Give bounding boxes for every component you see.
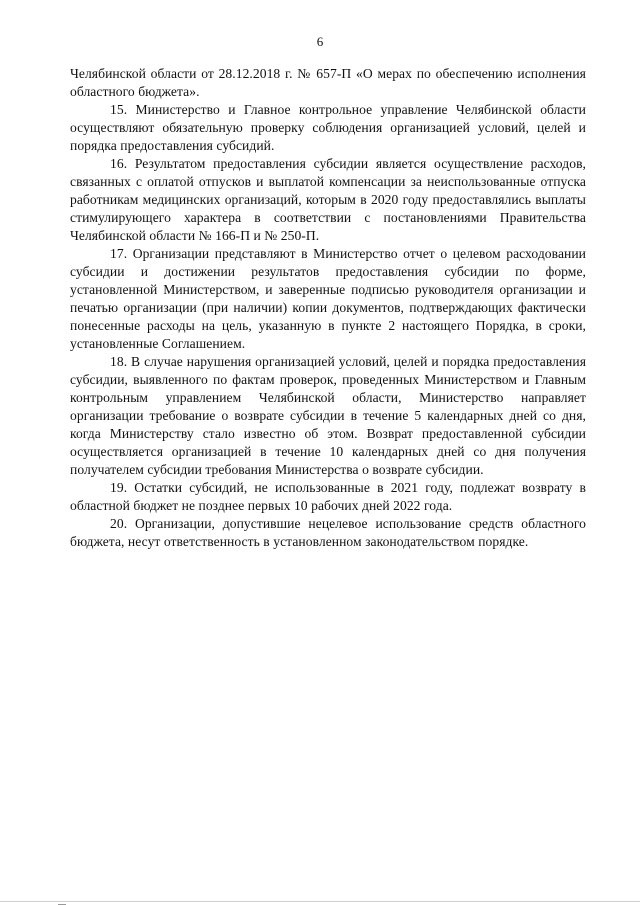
scan-edge-line xyxy=(0,901,640,902)
scan-mark xyxy=(58,901,66,905)
paragraph-19: 19. Остатки субсидий, не использованные в 2021 году, подлежат возврату в областной бюджет не позднее первых 10 рабочих дней 2022 года. xyxy=(70,480,586,513)
page-number: 6 xyxy=(316,34,324,49)
paragraph-20: 20. Организации, допустившие нецелевое использование средств областного бюджета, несут ответственность в установленном законодательством порядке. xyxy=(70,516,586,549)
paragraph-17: 17. Организации представляют в Министерство отчет о целевом расходовании субсидии и достижении результатов предоставления субсидии по форме, установленной Министерством, и заверенные подписью руководителя организации и печатью организации (при наличии) копии документов, подтверждающих фактически понесенные расходы на цель, указанную в пункте 2 настоящего Порядка, в сроки, установленные Соглашением. xyxy=(70,246,586,351)
paragraph-continuation: Челябинской области от 28.12.2018 г. № 657-П «О мерах по обеспечению исполнения областного бюджета». xyxy=(70,66,586,99)
paragraph-18: 18. В случае нарушения организацией условий, целей и порядка предоставления субсидии, выявленного по фактам проверок, проведенных Министерством и Главным контрольным управлением Челябинской области, Министерство направляет организации требование о возврате субсидии в течение 5 календарных дней со дня, когда Министерству стало известно об этом. Возврат предоставленной субсидии осуществляется организацией в течение 10 календарных дней со дня получения получателем субсидии требования Министерства о возврате субсидии. xyxy=(70,354,586,477)
document-body xyxy=(70,65,586,551)
paragraph-16: 16. Результатом предоставления субсидии является осуществление расходов, связанных с оплатой отпусков и выплатой компенсации за неиспользованные отпуска работникам медицинских организаций, которым в 2020 году предоставлялись выплаты стимулирующего характера в соответствии с постановлениями Правительства Челябинской области № 166-П и № 250-П. xyxy=(70,156,586,243)
paragraph-15: 15. Министерство и Главное контрольное управление Челябинской области осуществляют обязательную проверку соблюдения организацией условий, целей и порядка предоставления субсидий. xyxy=(70,102,586,153)
